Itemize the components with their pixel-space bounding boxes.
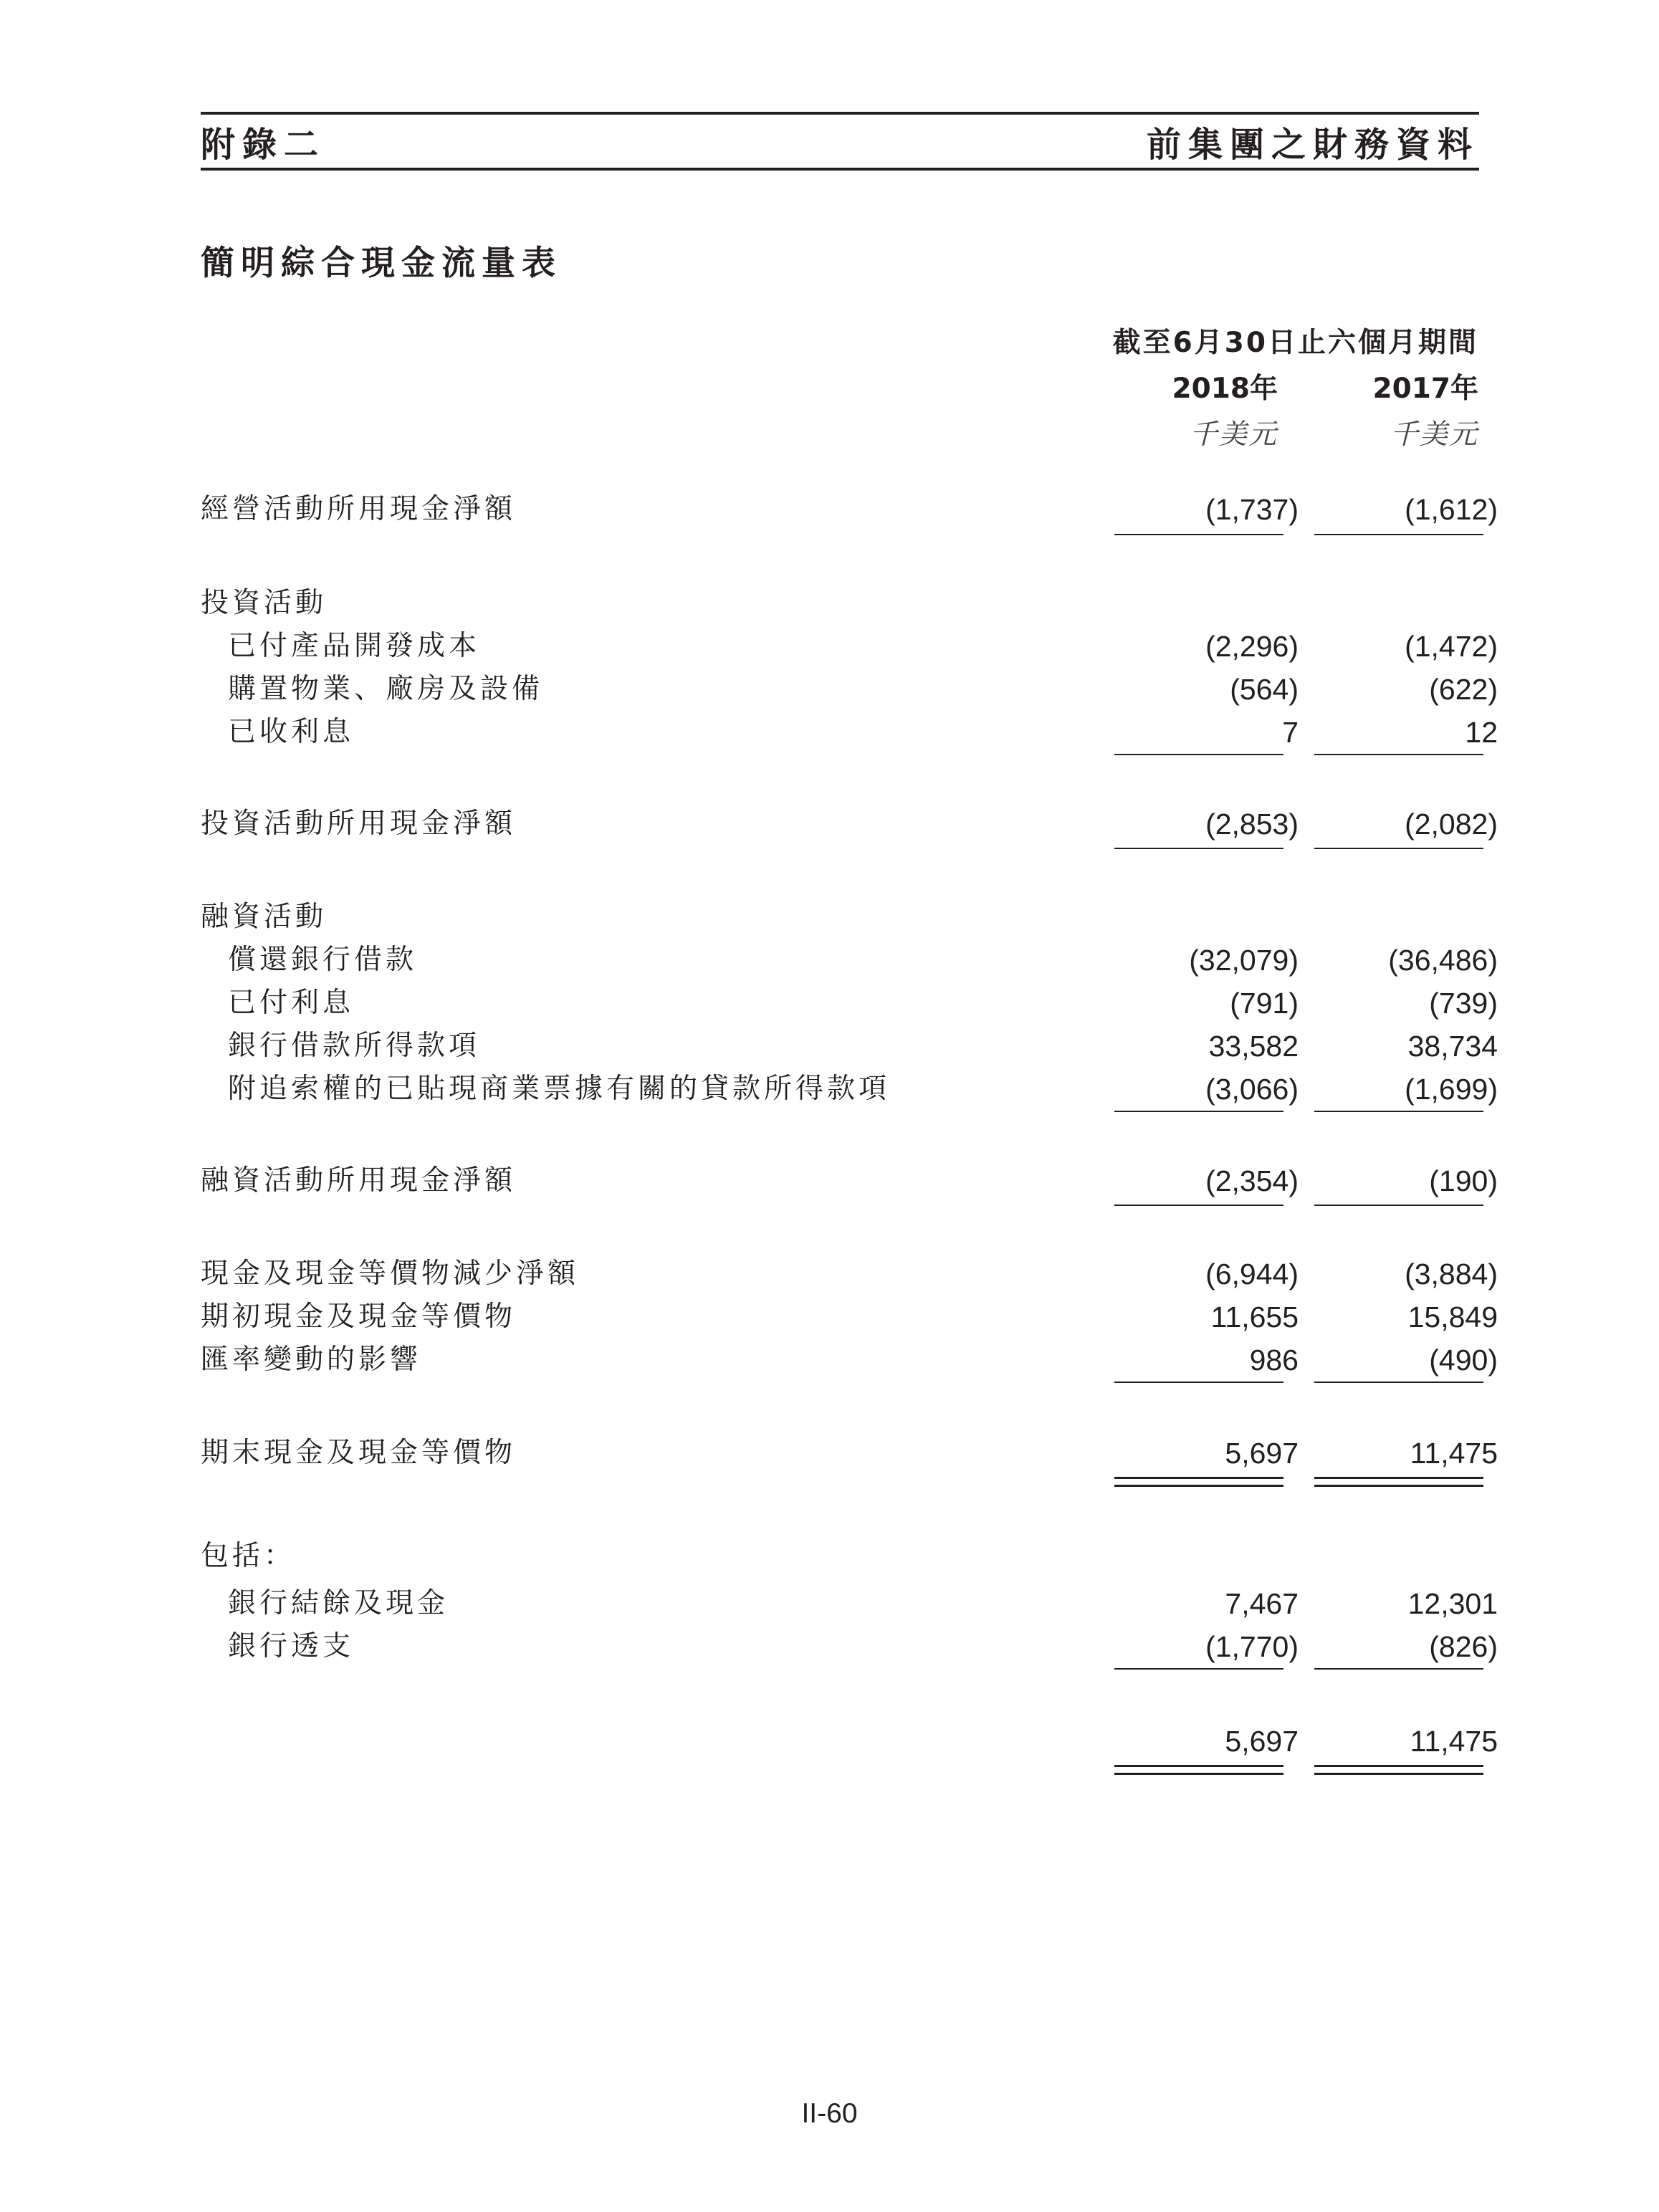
page-number: II-60 bbox=[801, 2098, 858, 2129]
statement-title: 簡明綜合現金流量表 bbox=[201, 244, 562, 283]
appendix-label: 附錄二 bbox=[201, 124, 326, 165]
subtotal-rule bbox=[1114, 754, 1283, 755]
row-label: 已付產品開發成本 bbox=[228, 630, 481, 662]
column-header bbox=[1077, 320, 1478, 452]
subtotal-rule bbox=[1314, 1668, 1483, 1670]
row-label: 融資活動所用現金淨額 bbox=[201, 1164, 517, 1197]
value-2017: (190) bbox=[1429, 1164, 1498, 1197]
value-2017: (36,486) bbox=[1388, 944, 1498, 977]
row-operating-net bbox=[201, 488, 1498, 531]
year-2018: 2018年 bbox=[1172, 373, 1278, 405]
subtotal-rule bbox=[1314, 754, 1483, 755]
subtotal-rule bbox=[1114, 1668, 1283, 1670]
row-financing-net bbox=[201, 1159, 1498, 1202]
row-ppe-purchase bbox=[201, 668, 1498, 711]
total-double-rule bbox=[1114, 1765, 1283, 1775]
row-label: 經營活動所用現金淨額 bbox=[201, 493, 517, 525]
subtotal-rule bbox=[1314, 1205, 1483, 1206]
row-label: 匯率變動的影響 bbox=[201, 1344, 422, 1376]
value-2017: (1,472) bbox=[1405, 630, 1498, 663]
subtotal-rule bbox=[1114, 534, 1283, 535]
row-label: 已付利息 bbox=[228, 987, 355, 1019]
row-label: 銀行借款所得款項 bbox=[228, 1030, 481, 1062]
value-2018: (6,944) bbox=[1205, 1258, 1299, 1291]
row-bank-overdraft bbox=[201, 1625, 1498, 1668]
row-label: 已收利息 bbox=[228, 716, 355, 748]
row-bank-balances bbox=[201, 1582, 1498, 1625]
row-investing-heading bbox=[201, 582, 1491, 625]
value-2018: (3,066) bbox=[1205, 1073, 1299, 1106]
value-2018: (1,770) bbox=[1205, 1630, 1299, 1663]
row-label: 償還銀行借款 bbox=[228, 944, 418, 976]
page-header bbox=[201, 112, 1479, 171]
subtotal-rule bbox=[1314, 1382, 1483, 1383]
row-label: 包括： bbox=[201, 1540, 296, 1572]
row-interest-received bbox=[201, 711, 1498, 754]
total-double-rule bbox=[1114, 1477, 1283, 1487]
value-2017: (2,082) bbox=[1405, 808, 1498, 841]
value-2018: 7 bbox=[1282, 716, 1299, 749]
value-2017: (1,699) bbox=[1405, 1073, 1498, 1106]
subtotal-rule bbox=[1114, 1205, 1283, 1206]
row-net-decrease bbox=[201, 1253, 1498, 1296]
row-label: 銀行結餘及現金 bbox=[228, 1587, 449, 1619]
subtotal-rule bbox=[1314, 848, 1483, 849]
subtotal-rule bbox=[1314, 1111, 1483, 1112]
value-2017: (622) bbox=[1429, 673, 1498, 706]
row-label: 期末現金及現金等價物 bbox=[201, 1437, 517, 1469]
row-label: 銀行透支 bbox=[228, 1630, 355, 1662]
value-2018: (564) bbox=[1230, 673, 1299, 706]
value-2017: (3,884) bbox=[1405, 1258, 1498, 1291]
section-label: 前集團之財務資料 bbox=[1146, 124, 1479, 165]
row-label: 融資活動 bbox=[201, 901, 328, 933]
row-including-heading bbox=[201, 1535, 1491, 1578]
value-2018: 33,582 bbox=[1208, 1030, 1299, 1063]
subtotal-rule bbox=[1114, 1111, 1283, 1112]
row-product-development bbox=[201, 625, 1498, 668]
value-2017: (490) bbox=[1429, 1344, 1498, 1376]
value-2017: 12 bbox=[1465, 716, 1498, 749]
row-financing-heading bbox=[201, 896, 1491, 939]
unit-2018: 千美元 bbox=[1189, 418, 1278, 451]
value-2018: (1,737) bbox=[1205, 493, 1299, 526]
value-2018: 5,697 bbox=[1225, 1437, 1299, 1470]
row-label: 附追索權的已貼現商業票據有關的貸款所得款項 bbox=[228, 1073, 891, 1105]
total-double-rule bbox=[1314, 1477, 1483, 1487]
row-label: 購置物業、廠房及設備 bbox=[228, 673, 544, 705]
row-label: 期初現金及現金等價物 bbox=[201, 1301, 517, 1333]
period-label: 截至6月30日止六個月期間 bbox=[1112, 327, 1478, 359]
row-label: 現金及現金等價物減少淨額 bbox=[201, 1258, 580, 1290]
value-2018: (2,296) bbox=[1205, 630, 1299, 663]
row-fx-effect bbox=[201, 1339, 1498, 1382]
value-2017: 11,475 bbox=[1410, 1725, 1498, 1758]
subtotal-rule bbox=[1114, 1382, 1283, 1383]
value-2017: (826) bbox=[1429, 1630, 1498, 1663]
row-discounted-bills bbox=[201, 1068, 1498, 1111]
value-2017: (1,612) bbox=[1405, 493, 1498, 526]
value-2018: 986 bbox=[1249, 1344, 1299, 1376]
value-2017: 15,849 bbox=[1407, 1301, 1498, 1334]
value-2018: (32,079) bbox=[1189, 944, 1299, 977]
value-2018: (791) bbox=[1230, 987, 1299, 1020]
row-interest-paid bbox=[201, 982, 1498, 1025]
value-2018: (2,853) bbox=[1205, 808, 1299, 841]
row-closing-cash bbox=[201, 1432, 1498, 1475]
row-label: 投資活動所用現金淨額 bbox=[201, 808, 517, 840]
subtotal-rule bbox=[1314, 534, 1483, 535]
value-2017: 11,475 bbox=[1410, 1437, 1498, 1470]
value-2018: 5,697 bbox=[1225, 1725, 1299, 1758]
row-loan-proceeds bbox=[201, 1025, 1498, 1068]
value-2017: 38,734 bbox=[1407, 1030, 1498, 1063]
row-investing-net bbox=[201, 803, 1498, 846]
row-loan-repayment bbox=[201, 939, 1498, 982]
value-2018: 7,467 bbox=[1225, 1587, 1299, 1620]
row-label: 投資活動 bbox=[201, 587, 328, 619]
value-2017: (739) bbox=[1429, 987, 1498, 1020]
total-double-rule bbox=[1314, 1765, 1483, 1775]
year-labels bbox=[1077, 366, 1478, 406]
subtotal-rule bbox=[1114, 848, 1283, 849]
unit-labels bbox=[1077, 412, 1478, 452]
value-2018: 11,655 bbox=[1210, 1301, 1299, 1334]
year-2017: 2017年 bbox=[1372, 373, 1478, 405]
row-total bbox=[201, 1720, 1498, 1763]
value-2017: 12,301 bbox=[1407, 1587, 1498, 1620]
value-2018: (2,354) bbox=[1205, 1164, 1299, 1197]
unit-2017: 千美元 bbox=[1390, 418, 1478, 451]
row-opening-cash bbox=[201, 1296, 1498, 1339]
